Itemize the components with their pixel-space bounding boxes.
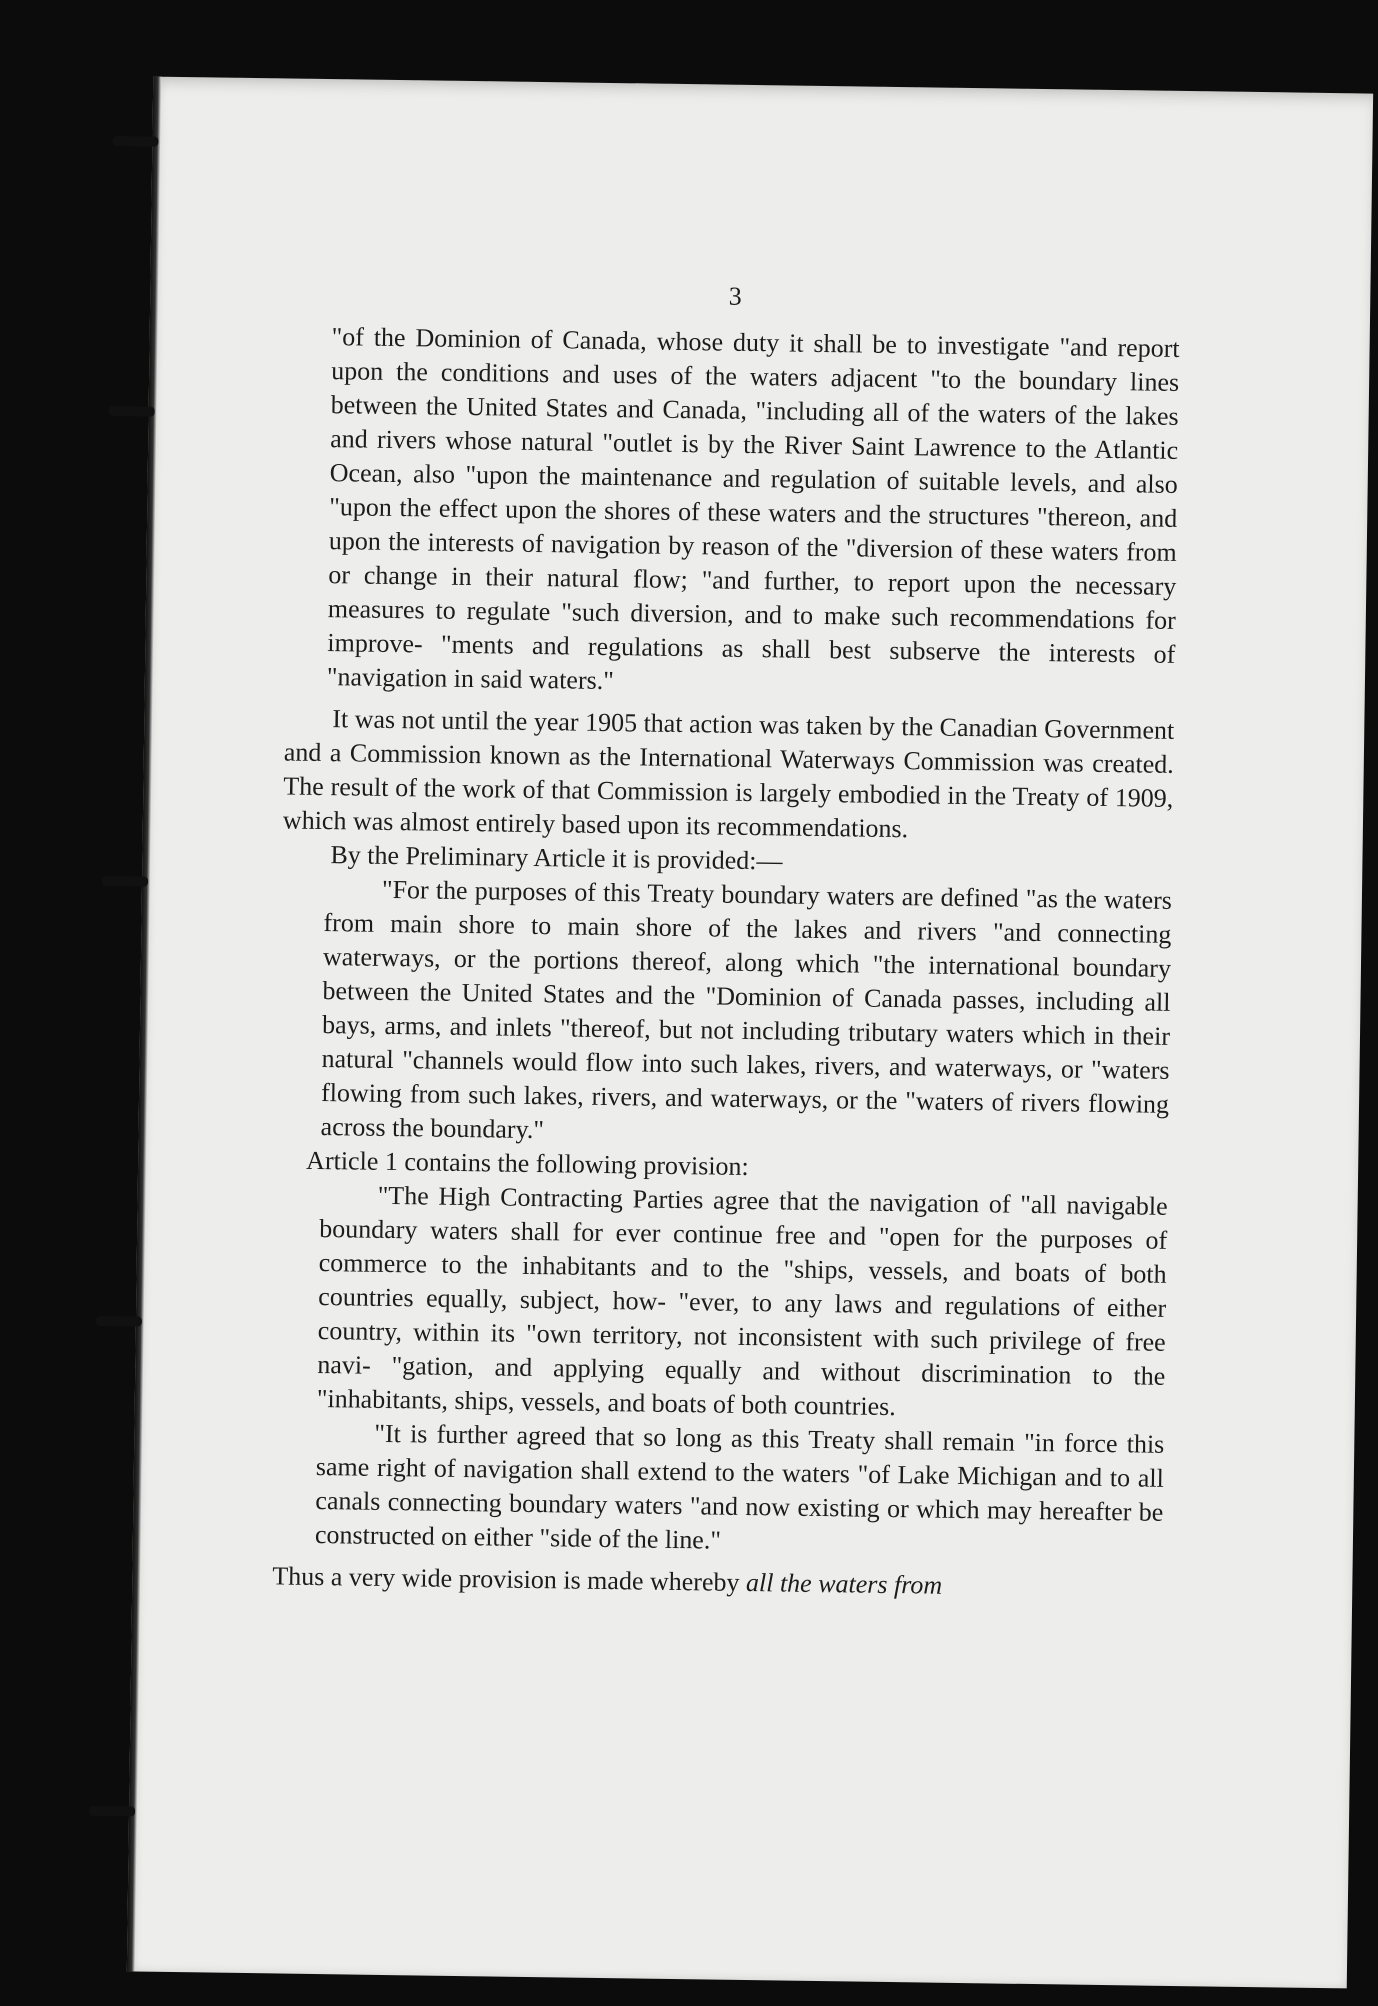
quote-commission-duty: "of the Dominion of Canada, whose duty it shall be to investigate "and report upon the conditions and uses of the waters adjacent "to the boundary lines between the United States and Canada, "including all of the waters of the lakes and rivers whose natural "outlet is by the River Saint Lawrence to the Atlantic Ocean, also "upon the maintenance and regulation of suitable levels, and also "upon the effect upon the shores of these waters and the structures "thereon, and upon the interests of navigation by reason of the "diversion of these waters from or change in their natural flow; "and further, to report upon the necessary measures to regulate "such diversion, and to make such recommendations for improve- "ments and regulations as shall best subserve the interests of "navigation in said waters.": [326, 322, 1180, 696]
document-page: [127, 77, 1373, 1989]
quote-lake-michigan: "It is further agreed that so long as this Treaty shall remain "in force this same right of navigation shall extend to the waters "of Lake Michigan and to all canals connecting boundary waters "and now existing or which may hereafter be constructed on either "side of the line.": [314, 1418, 1165, 1555]
binding-stitch: [112, 136, 158, 147]
binding-stitch: [109, 406, 155, 417]
intro-preliminary-article: By the Preliminary Article it is provided:—: [330, 840, 783, 876]
quote-preliminary-article: "For the purposes of this Treaty boundary waters are defined "as the waters from main shore to main shore of the lakes and rivers "and connecting waterways, or the portions thereof, along which "the international boundary between the United States and the "Dominion of Canada passes, including all bays, arms, and inlets "thereof, but not including tributary waters which in their natural "channels would flow into such lakes, rivers, and waterways, or "waters flowing from such lakes, rivers, and waterways, or the "waters of rivers flowing across the boundary.": [320, 874, 1173, 1145]
page-number: 3: [728, 281, 742, 311]
final-text: Thus a very wide provision is made whereby: [272, 1561, 747, 1597]
final-italic-text: all the waters from: [745, 1567, 943, 1600]
quote-article-1: "The High Contracting Parties agree that the navigation of "all navigable boundary waters shall for ever continue free and "open for the purposes of commerce to the inhabitants and to the "ships, vessels, and boats of both countries equally, subject, how- "ever, to any laws and regulations of either country, within its "own territory, not inconsistent with such privilege of free navi- "gation, and applying equally and without discrimination to the "inhabitants, ships, vessels, and boats of both countries.: [316, 1180, 1168, 1422]
binding-stitch: [96, 1316, 142, 1327]
page-body: [272, 274, 1180, 1606]
page-binding: [127, 77, 161, 1972]
intro-article-1: Article 1 contains the following provision:: [305, 1145, 749, 1181]
paragraph-1905: It was not until the year 1905 that action was taken by the Canadian Government and a Commission known as the International Waterways Commission was created. The result of the work of that Commission is largely embodied in the Treaty of 1909, which was almost entirely based upon its recommendations.: [282, 704, 1175, 844]
binding-stitch: [102, 876, 148, 887]
binding-stitch: [89, 1806, 135, 1817]
